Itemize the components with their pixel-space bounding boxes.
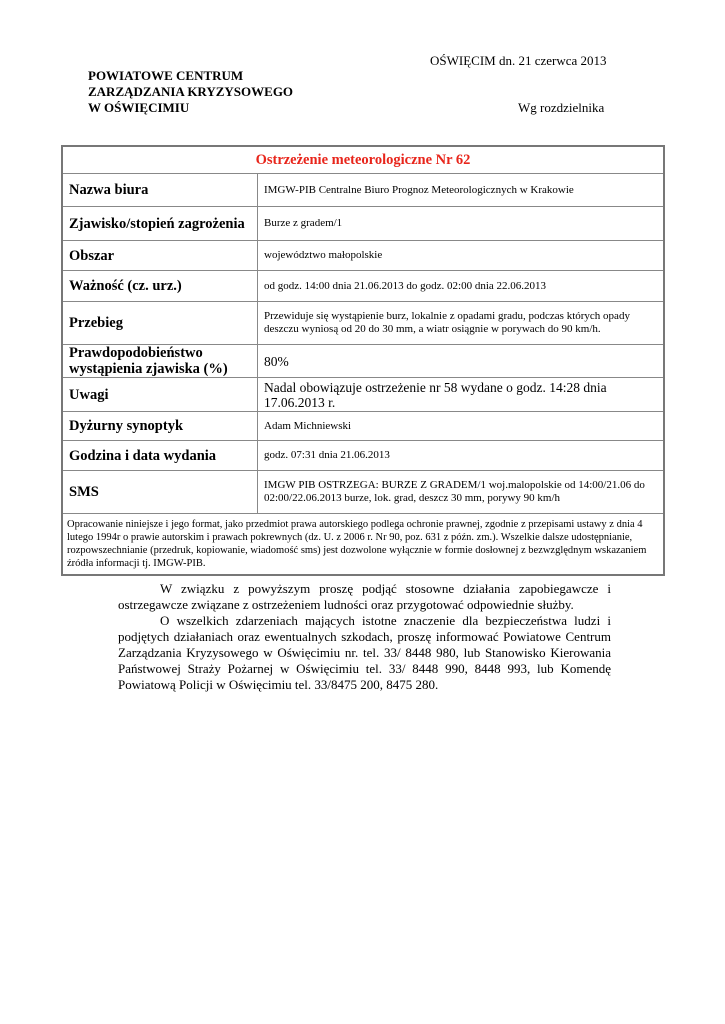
probability-label: Prawdopodobieństwo wystąpienia zjawiska (%)	[62, 345, 258, 378]
body-text	[118, 581, 611, 693]
phenomenon-label: Zjawisko/stopień zagrożenia	[62, 207, 258, 241]
issued-label: Godzina i data wydania	[62, 441, 258, 471]
title-row	[62, 146, 664, 174]
course-row	[62, 302, 664, 345]
body-paragraph-1: W związku z powyższym proszę podjąć stosowne działania zapobiegawcze i ostrzegawcze związane z ostrzeżeniem ludności oraz przygotować odpowiednie służby.	[118, 581, 611, 612]
issuer-line-3: W OŚWIĘCIMIU	[88, 100, 190, 115]
body-paragraph-2: O wszelkich zdarzeniach mających istotne znaczenie dla bezpieczeństwa ludzi i podjętych działaniach oraz ewentualnych szkodach, proszę informować Powiatowe Centrum Zarządzania Kryzysowego w Oświęcimiu nr. tel. 33/ 8448 980, lub Stanowisko Kierowania Państwowej Straży Pożarnej w Oświęcimiu tel. 33/ 8448 990, 8448 993, lub Komendę Powiatową Policji w Oświęcimiu tel. 33/8475 200, 8475 280.	[118, 613, 611, 692]
remarks-label: Uwagi	[62, 378, 258, 412]
validity-row	[62, 271, 664, 302]
phenomenon-row	[62, 207, 664, 241]
phenomenon-value: Burze z gradem/1	[258, 207, 665, 241]
copyright-note: Opracowanie niniejsze i jego format, jako przedmiot prawa autorskiego podlega ochronie prawnej, zgodnie z przepisami ustawy z dnia 4 lutego 1994r o prawie autorskim i prawach pokrewnych (dz. U. z 2006 r. Nr 90, poz. 631 z późn. zm.). Wszelkie dalsze udostępnianie, rozpowszechnianie (przedruk, kopiowanie, wiadomość sms) jest dozwolone wyłącznie w formie dosłownej z bezwzględnym wskazaniem źródła informacji tj. IMGW-PIB.	[62, 514, 664, 576]
copyright-row	[62, 514, 664, 576]
warning-title: Ostrzeżenie meteorologiczne Nr 62	[62, 146, 664, 174]
probability-value: 80%	[258, 345, 665, 378]
issued-row	[62, 441, 664, 471]
area-label: Obszar	[62, 241, 258, 271]
area-row	[62, 241, 664, 271]
validity-value: od godz. 14:00 dnia 21.06.2013 do godz. 02:00 dnia 22.06.2013	[258, 271, 665, 302]
sms-label: SMS	[62, 471, 258, 514]
document-date: OŚWIĘCIM dn. 21 czerwca 2013	[430, 53, 607, 68]
area-value: województwo małopolskie	[258, 241, 665, 271]
issuer-block	[88, 68, 293, 116]
office-value: IMGW-PIB Centralne Biuro Prognoz Meteorologicznych w Krakowie	[258, 174, 665, 207]
issuer-line-1: POWIATOWE CENTRUM	[88, 68, 244, 83]
issuer-line-2: ZARZĄDZANIA KRYZYSOWEGO	[88, 84, 294, 99]
sms-value: IMGW PIB OSTRZEGA: BURZE Z GRADEM/1 woj.malopolskie od 14:00/21.06 do 02:00/22.06.2013 burze, lok. grad, deszcz 30 mm, porywy 90 km/h	[258, 471, 665, 514]
office-label: Nazwa biura	[62, 174, 258, 207]
distribution-note: Wg rozdzielnika	[518, 100, 605, 115]
issued-value: godz. 07:31 dnia 21.06.2013	[258, 441, 665, 471]
office-row	[62, 174, 664, 207]
forecaster-row	[62, 412, 664, 441]
course-label: Przebieg	[62, 302, 258, 345]
remarks-value: Nadal obowiązuje ostrzeżenie nr 58 wydane o godz. 14:28 dnia 17.06.2013 r.	[258, 378, 665, 412]
sms-row	[62, 471, 664, 514]
forecaster-value: Adam Michniewski	[258, 412, 665, 441]
warning-table	[61, 145, 665, 576]
course-value: Przewiduje się wystąpienie burz, lokalnie z opadami gradu, podczas których opady deszczu wyniosą od 20 do 30 mm, a wiatr osiągnie w porywach do 90 km/h.	[258, 302, 665, 345]
probability-row	[62, 345, 664, 378]
validity-label: Ważność (cz. urz.)	[62, 271, 258, 302]
remarks-row	[62, 378, 664, 412]
forecaster-label: Dyżurny synoptyk	[62, 412, 258, 441]
